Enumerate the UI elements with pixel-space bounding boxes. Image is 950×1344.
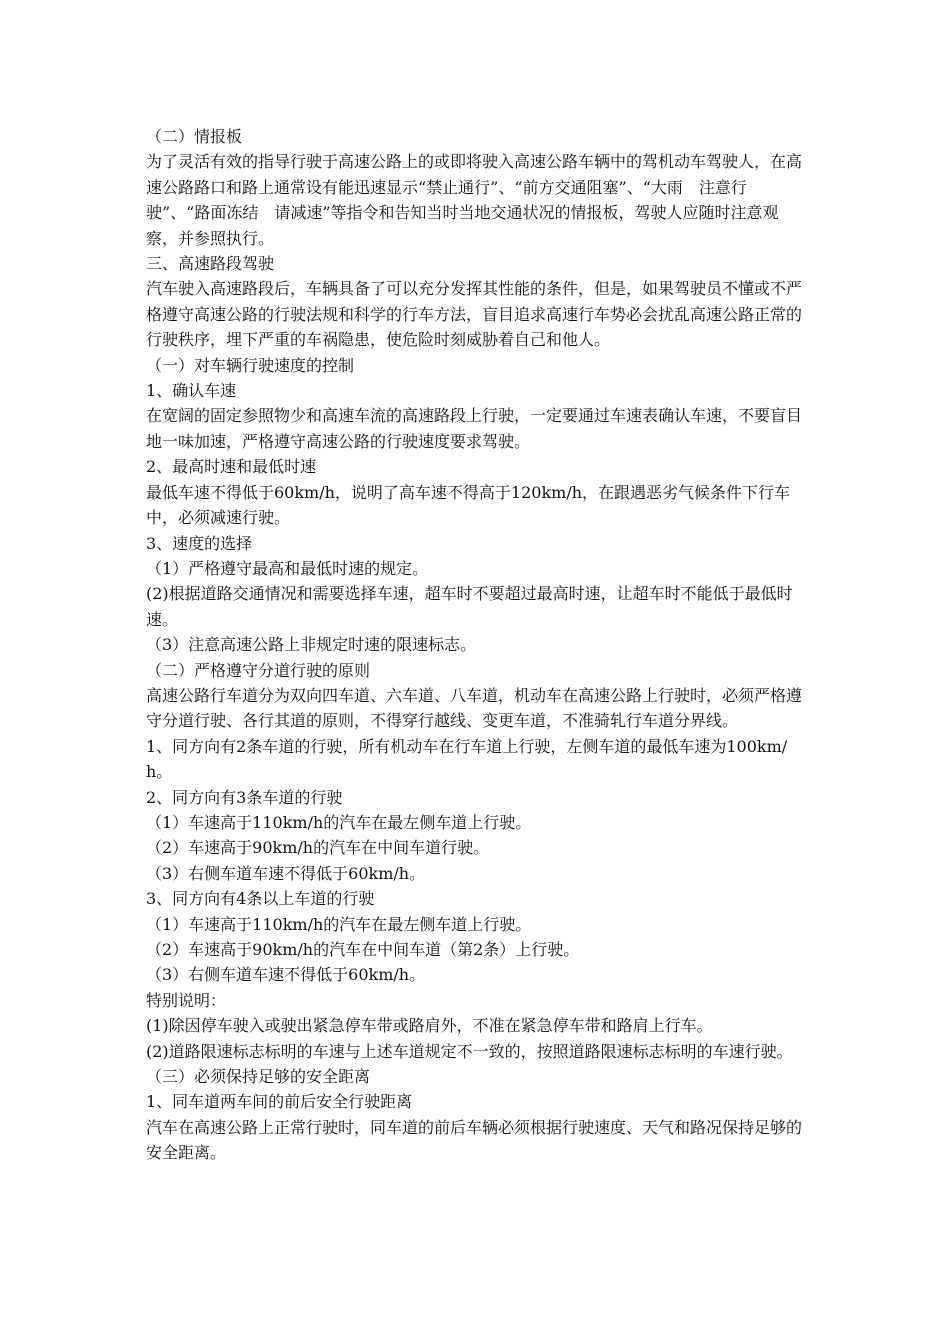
list-item-speed-choice-2: (2)根据道路交通情况和需要选择车速，超车时不要超过最高时速，让超车时不能低于最低时速。 xyxy=(146,584,793,629)
list-item-four-lanes-3: （3）右侧车道车速不得低于60km/h。 xyxy=(146,965,426,985)
special-note-heading: 特别说明： xyxy=(146,990,227,1010)
paragraph-max-min-speed: 最低车速不得低于60km/h，说明了高车速不得高于120km/h，在跟遇恶劣气候条件下行车中，必须减速行驶。 xyxy=(146,482,791,528)
list-item-three-lanes-3: （3）右侧车道车速不得低于60km/h。 xyxy=(146,863,426,883)
section-heading-highway-driving: 三、高速路段驾驶 xyxy=(146,254,275,274)
list-item-three-lanes-1: （1）车速高于110km/h的汽车在最左侧车道上行驶。 xyxy=(146,812,532,832)
item-heading-three-lanes: 2、同方向有3条车道的行驶 xyxy=(146,787,343,807)
subsection-heading-lane-discipline: （二）严格遵守分道行驶的原则 xyxy=(146,660,371,680)
document-body xyxy=(146,124,810,1166)
item-heading-four-lanes: 3、同方向有4条以上车道的行驶 xyxy=(146,889,375,909)
section-heading-info-board: （二）情报板 xyxy=(146,127,243,146)
item-heading-speed-choice: 3、速度的选择 xyxy=(146,533,253,553)
list-item-four-lanes-1: （1）车速高于110km/h的汽车在最左侧车道上行驶。 xyxy=(146,914,532,934)
special-note-2: (2)道路限速标志标明的车速与上述车道规定不一致的，按照道路限速标志标明的车速行驶。 xyxy=(146,1041,793,1061)
paragraph-lane-discipline: 高速公路行车道分为双向四车道、六车道、八车道，机动车在高速公路上行驶时，必须严格遵守分道行驶、各行其道的原则，不得穿行越线、变更车道，不准骑轧行车道分界线。 xyxy=(146,685,803,731)
item-two-lanes: 1、同方向有2条车道的行驶，所有机动车在行车道上行驶，左侧车道的最低车速为100km/h。 xyxy=(146,736,788,782)
subsection-heading-safe-distance: （三）必须保持足够的安全距离 xyxy=(146,1067,371,1087)
list-item-four-lanes-2: （2）车速高于90km/h的汽车在中间车道（第2条）上行驶。 xyxy=(146,940,580,959)
item-heading-confirm-speed: 1、确认车速 xyxy=(146,381,237,401)
list-item-speed-choice-3: （3）注意高速公路上非规定时速的限速标志。 xyxy=(146,635,477,655)
paragraph-same-lane-distance: 汽车在高速公路上正常行驶时，同车道的前后车辆必须根据行驶速度、天气和路况保持足够的安全距离。 xyxy=(146,1117,803,1163)
list-item-speed-choice-1: （1）严格遵守最高和最低时速的规定。 xyxy=(146,558,429,578)
item-heading-same-lane-distance: 1、同车道两车间的前后安全行驶距离 xyxy=(146,1092,413,1112)
special-note-1: (1)除因停车驶入或驶出紧急停车带或路肩外，不准在紧急停车带和路肩上行车。 xyxy=(146,1016,713,1036)
subsection-heading-speed-control: （一）对车辆行驶速度的控制 xyxy=(146,355,355,375)
paragraph-confirm-speed: 在宽阔的固定参照物少和高速车流的高速路段上行驶，一定要通过车速表确认车速，不要盲目地一味加速，严格遵守高速公路的行驶速度要求驾驶。 xyxy=(146,406,803,451)
paragraph-info-board: 为了灵活有效的指导行驶于高速公路上的或即将驶入高速公路车辆中的驾机动车驾驶人，在高速公路路口和路上通常设有能迅速显示“禁止通行”、“前方交通阻塞”、“大雨 注意行驶”、“路面冻结 请减速”等指令和告知当时当地交通状况的情报板，驾驶人应随时注意观察，并参照执行。 xyxy=(146,152,803,248)
item-heading-max-min-speed: 2、最高时速和最低时速 xyxy=(146,457,317,477)
paragraph-highway-intro: 汽车驶入高速路段后，车辆具备了可以充分发挥其性能的条件，但是，如果驾驶员不懂或不严格遵守高速公路的行驶法规和科学的行车方法，盲目追求高速行车势必会扰乱高速公路正常的行驶秩序，埋下严重的车祸隐患，使危险时刻威胁着自己和他人。 xyxy=(146,279,803,350)
list-item-three-lanes-2: （2）车速高于90km/h的汽车在中间车道行驶。 xyxy=(146,838,490,858)
